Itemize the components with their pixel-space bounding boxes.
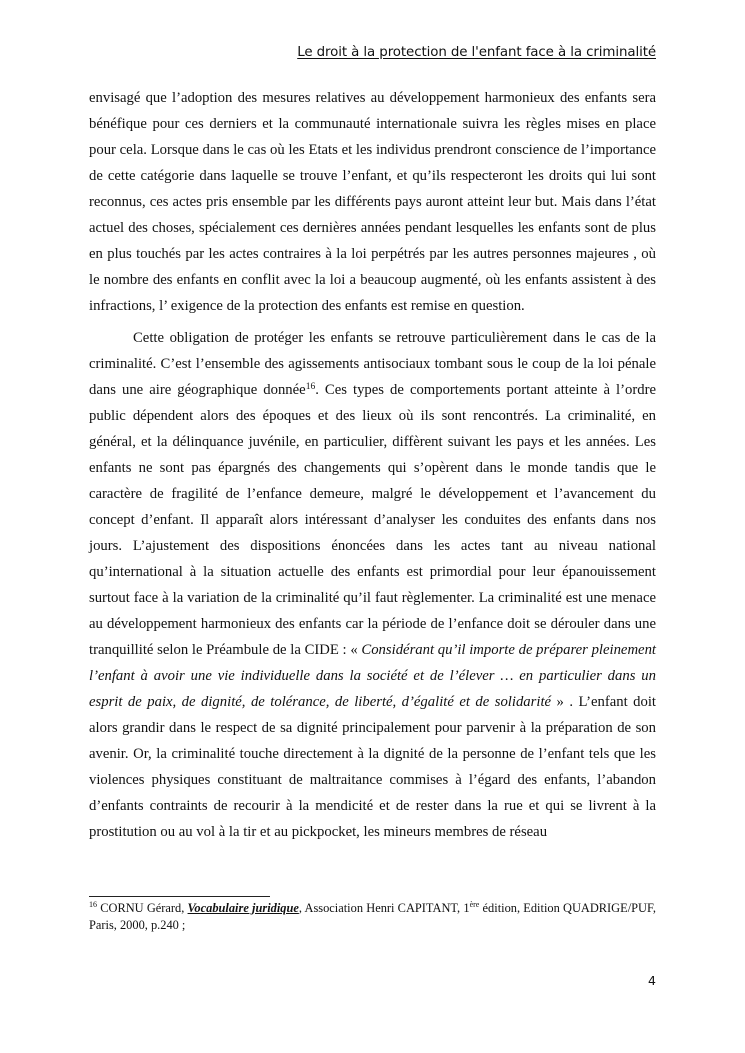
running-header — [89, 44, 656, 62]
cide-preamble-quote: Considérant qu’il importe de préparer pleinement l’enfant à avoir une vie individuelle dans la société et de l’élever … en particulier dans un esprit de paix, de dignité, de tolérance, de liberté, d’égalité et de solidarité — [89, 642, 657, 710]
paragraph-2-text-end: » . L’enfant doit alors grandir dans le respect de sa dignité principalement pour parvenir à la préparation de son avenir. Or, la criminalité touche directement à la dignité de la personne de l’enfant tels que les violences physiques constituant de maltraitance commises à l’égard des enfants, l’abandon d’enfants contraints de recourir à la mendicité et de rester dans la rue et qui se livrent à la prostitution ou au vol à la tir et au pickpocket, les mineurs membres de réseau — [89, 694, 657, 840]
paragraph-2 — [89, 325, 656, 845]
running-header-title: Le droit à la protection de l'enfant face à la criminalité — [297, 45, 656, 60]
body-text — [89, 85, 656, 845]
paragraph-1: envisagé que l’adoption des mesures relatives au développement harmonieux des enfants sera bénéfique pour ces derniers et la communauté internationale suivra les règles mises en place pour cela. Lorsque dans le cas où les Etats et les individus prendront conscience de l’importance de cette catégorie dans laquelle se trouve l’enfant, et qu’ils respecteront les droits qui lui sont reconnus, ces actes pris ensemble par les différents pays auront atteint leur but. Mais dans l’état actuel des choses, spécialement ces dernières années pendant lesquelles les enfants sont de plus en plus touchés par les actes contraires à la loi perpétrés par les autres personnes majeures , où le nombre des enfants en conflit avec la loi a beaucoup augmenté, où les enfants assistent à des infractions, l’ exigence de la protection des enfants est remise en question. — [89, 90, 656, 314]
page-number: 4 — [648, 973, 656, 988]
footnote-16 — [89, 900, 656, 934]
footnote-details-start: , Association Henri CAPITANT, 1 — [298, 901, 470, 915]
footnote-number: 16 — [89, 900, 97, 909]
paragraph-2-text-start: Cette obligation de protéger les enfants se retrouve particulièrement dans le cas de la criminalité. C’est l’ensemble des agissements antisociaux tombant sous le coup de la loi pénale dans une aire géographique donnée — [89, 330, 656, 398]
footnote-author: CORNU Gérard, — [97, 901, 188, 915]
paragraph-2-text-middle: . Ces types de comportements portant atteinte à l’ordre public dépendent alors des époques et des lieux où ils sont rencontrés. La criminalité, en général, et la délinquance juvénile, en particulier, diffèrent suivant les pays et les années. Les enfants ne sont pas épargnés des changements qui s’opèrent dans le monde tandis que le caractère de fragilité de l’enfance demeure, malgré le développement et l’avancement du concept d’enfant. Il apparaît alors intéressant d’analyser les conduites des enfants dans nos jours. L’ajustement des dispositions énoncées dans les actes tant au niveau national qu’international à la situation actuelle des enfants est primordial pour leur épanouissement surtout face à la variation de la criminalité qu’il faut règlementer. La criminalité est une menace au développement harmonieux des enfants car la période de l’enfance doit se dérouler dans une tranquillité selon le Préambule de la CIDE : « — [89, 382, 656, 658]
footnote-reference[interactable]: 16 — [305, 382, 316, 392]
footnote-edition-suffix: ère — [469, 900, 480, 909]
footnote-book-title: Vocabulaire juridique — [187, 901, 299, 915]
footnote-details-end: édition, Edition QUADRIGE/PUF, Paris, 2000, p.240 ; — [89, 901, 656, 932]
footnote-separator — [89, 896, 270, 897]
